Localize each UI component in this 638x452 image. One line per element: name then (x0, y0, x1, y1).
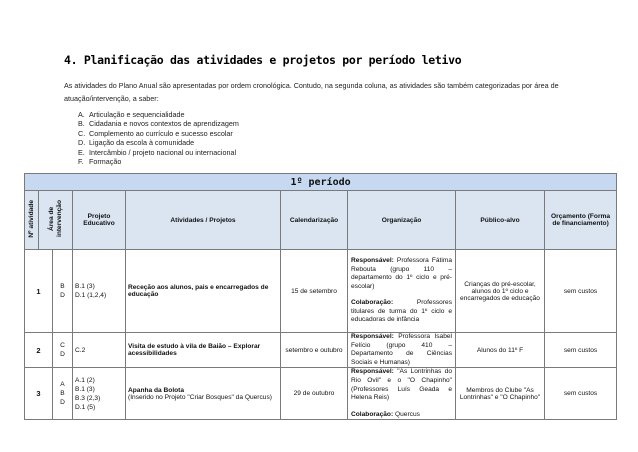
period-title: 1º período (25, 174, 617, 191)
header-projeto: Projeto Educativo (73, 191, 126, 250)
list-item: D. Ligação da escola à comunidade (78, 138, 195, 148)
list-item: C. Complemento ao currículo e sucesso escolar (78, 128, 233, 138)
header-area: Área de intervenção (39, 191, 73, 250)
table-row: 2 C D C.2 Visita de estudo à vila de Baião – Explorar acessibilidades setembro e outubro Responsável: Professora Isabel Felício (grupo 410 – Departamento de Ciências Sociais e Humanas) Alunos do 11º F sem custos (25, 333, 617, 368)
header-organizacao: Organização (348, 191, 456, 250)
category-list (78, 110, 239, 166)
activities-table (24, 173, 617, 420)
list-item: B. Cidadania e novos contextos de aprendizagem (78, 119, 239, 129)
intro-paragraph: As atividades do Plano Anual são apresentadas por ordem cronológica. Contudo, na segunda coluna, as atividades são também categorizadas por área de atuação/intervenção, a saber: (64, 81, 559, 103)
list-item: E. Intercâmbio / projeto nacional ou internacional (78, 147, 237, 157)
header-atividades: Atividades / Projetos (126, 191, 281, 250)
list-item: F. Formação (78, 157, 122, 167)
header-publico: Público-alvo (456, 191, 545, 250)
section-title: 4. Planificação das atividades e projetos por período letivo (64, 53, 462, 67)
header-calendarizacao: Calendarização (281, 191, 348, 250)
table-row: 3 A B D A.1 (2) B.1 (3) B.3 (2,3) D.1 (5) Apanha da Bolota (Inserido no Projeto "Criar Bosques" da Quercus) 29 de outubro Responsável: "As Lontrinhas do Rio Ovil" e o "O Chapinho" (Professores Luís Geada e Helena Reis) Colaboração: Quercus Membros do Clube "As Lontrinhas" e "O Chapinho" sem custos (25, 368, 617, 420)
list-item: A. Articulação e sequencialidade (78, 110, 185, 119)
header-orcamento: Orçamento (Forma de financiamento) (545, 191, 617, 250)
table-row: 1 B D B.1 (3) D.1 (1,2,4) Receção aos alunos, pais e encarregados de educação 15 de setembro Responsável: Professora Fátima Rebouta (grupo 110 – departamento do 1º ciclo e pré-escolar) Colaboração: Professores titulares de turma do 1º ciclo e educadoras de infância Crianças do pré-escolar, alunos do 1º ciclo e encarregados de educação sem custos (25, 250, 617, 333)
header-num: Nº atividade (25, 191, 39, 250)
